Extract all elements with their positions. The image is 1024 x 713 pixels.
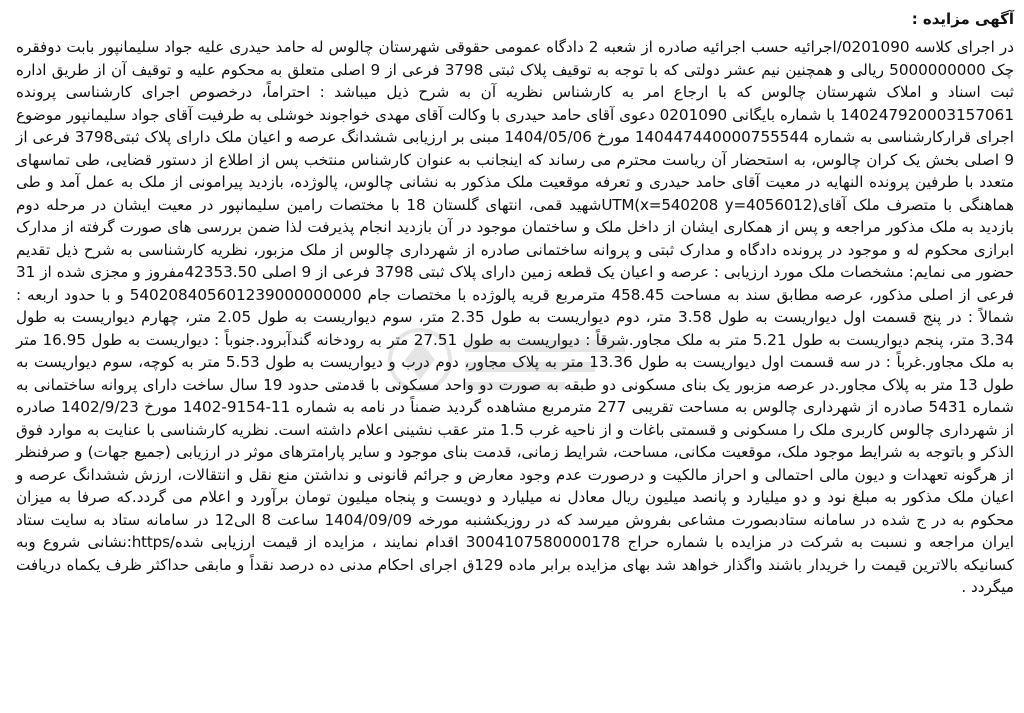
notice-body: در اجرای کلاسه 0201090/اجرائیه حسب اجرائیه صادره از شعبه 2 دادگاه عمومی حقوقی شهرستان چالوس له حامد حیدری علیه جواد سلیمانپور بابت دوفقره چک 5000000000 ریالی و همچنین نیم عشر دولتی که با توجه به توقیف پلاک ثبتی 3798 فرعی از 9 اصلی متعلق به محکوم علیه و توقیف آن از طریق اداره ثبت اسناد و املاک شهرستان چالوس که با ارجاع امر به کارشناس نظریه آن به شرح ذیل میباشد : احتراماً، درخصوص اجرای کارشناسی پرونده 140247920003157061 با شماره بایگانی 0201090 دعوی آقای حامد حیدری با وکالت آقای مهدی خواجوند خوشلی به طرفیت آقای جواد سلیمانپور موضوع اجرای قرارکارشناسی به شماره 140447440000755544 مورخ 1404/05/06 مبنی بر ارزیابی ششدانگ عرصه و اعیان ملک دارای پلاک ثبتی3798 فرعی از 9 اصلی بخش یک کران چالوس، به استحضار آن ریاست محترم می رساند که اینجانب به عنوان کارشناس منتخب پس از اطلاع از دستور قضایی، طی تماسهای متعدد با طرفین پرونده النهایه در معیت آقای حامد حیدری و تعرفه موقعیت ملک مذکور به نشانی چالوس، پالوژده، بازدید پیرامونی از ملک به عمل آمد و طی هماهنگی با متصرف ملک آقای(UTM(x=540208 y=4056012شهید قمی، انتهای گلستان 18 با مختصات رامین سلیمانپور در معیت ایشان در مرحله دوم بازدید به ملک مذکور مراجعه و پس از همکاری ایشان از داخل ملک و ساختمان موجود در آن بازدید انجام پذیرفت لذا ضمن بررسی های صورت گرفته از مدارک ابرازی محکوم له و موجود در پرونده دادگاه و مدارک ثبتی و پروانه ساختمانی صادره از شهرداری چالوس از ملک مزبور، نظریه کارشناسی به شرح ذیل تقدیم حضور می نمایم: مشخصات ملک مورد ارزیابی : عرصه و اعیان یک قطعه زمین دارای پلاک ثبتی 3798 فرعی از 9 اصلی 42353.50مفروز و مجزی شده از 31 فرعی از اصلی مذکور، عرصه مطابق سند به مساحت 458.45 مترمربع قریه پالوژده با مختصات جام 540208405601239000000000 و با حدود اربعه : شمالاً : در پنج قسمت اول دیواریست به طول 3.58 متر، دوم دیواریست به طول 2.35 متر، سوم دیواریست به طول 2.05 متر، چهارم دیواریست به طول 3.34 متر، پنجم دیواریست به طول 5.21 متر به ملک مجاور.شرقاً : دیواریست به طول 27.51 متر به رودخانه گندآبرود.جنوباً : دیواریست به طول 16.95 متر به ملک مجاور.غرباً : در سه قسمت اول دیواریست به طول 13.36 متر به پلاک مجاور، دوم درب و دیواریست به طول 5.53 متر به کوچه، سوم دیواریست به طول 13 متر به پلاک مجاور.در عرصه مزبور یک بنای مسکونی دو طبقه به صورت دو واحد مسکونی با قدمتی حدود 19 سال ساخت دارای پروانه ساختمانی به شماره 5431 صادره از شهرداری چالوس به مساحت تقریبی 277 مترمربع مشاهده گردید ضمناً در نامه به شماره 11-9154-1402 مورخ 1402/9/23 صادره از شهرداری چالوس کاربری ملک را مسکونی و قسمتی باغات و از ناحیه غرب 1.5 متر عقب نشینی اعلام داشته است. نظریه کارشناسی با عنایت به موارد فوق الذکر و باتوجه به شرایط موجود ملک، موقعیت مکانی، مساحت، شرایط زمانی، قدمت بنای موجود و سایر پارامترهای موثر در ارزیابی (جمیع جهات) و صرفنظر از هرگونه تعهدات و دیون مالی احتمالی و احراز مالکیت و درصورت عدم وجود معارض و جرائم قانونی و نداشتن منع نقل و انتقالات، ارزش ششدانگ عرصه و اعیان ملک مذکور به مبلغ نود و دو میلیارد و پانصد میلیون ریال معادل نه میلیارد و دویست و پنجاه میلیون تومان برآورد و اعلام می گردد.که صرفا به میزان محکوم به در ج شده در سامانه ستادبصورت مشاعی بفروش میرسد که در روزیکشنبه مورخه 1404/09/09 ساعت 8 الی12 در سامانه ستاد به سایت ستاد ایران مراجعه و نسبت به شرکت در مزایده با شماره حراج 3004107580000178 اقدام نمایند ، مزایده از قیمت ارزیابی شده/https:نشانی شروع وبه کسانیکه بالاترین قیمت را خریدار باشند واگذار خواهد شد بهای مزایده برابر ماده 129ق اجرای احکام مدنی ده درصد نقداً و مابقی حداکثر ظرف یکماه دریافت میگردد . [16,38,1015,596]
notice-title: آگهی مزایده : [911,10,1014,28]
notice-document [16,8,1014,708]
